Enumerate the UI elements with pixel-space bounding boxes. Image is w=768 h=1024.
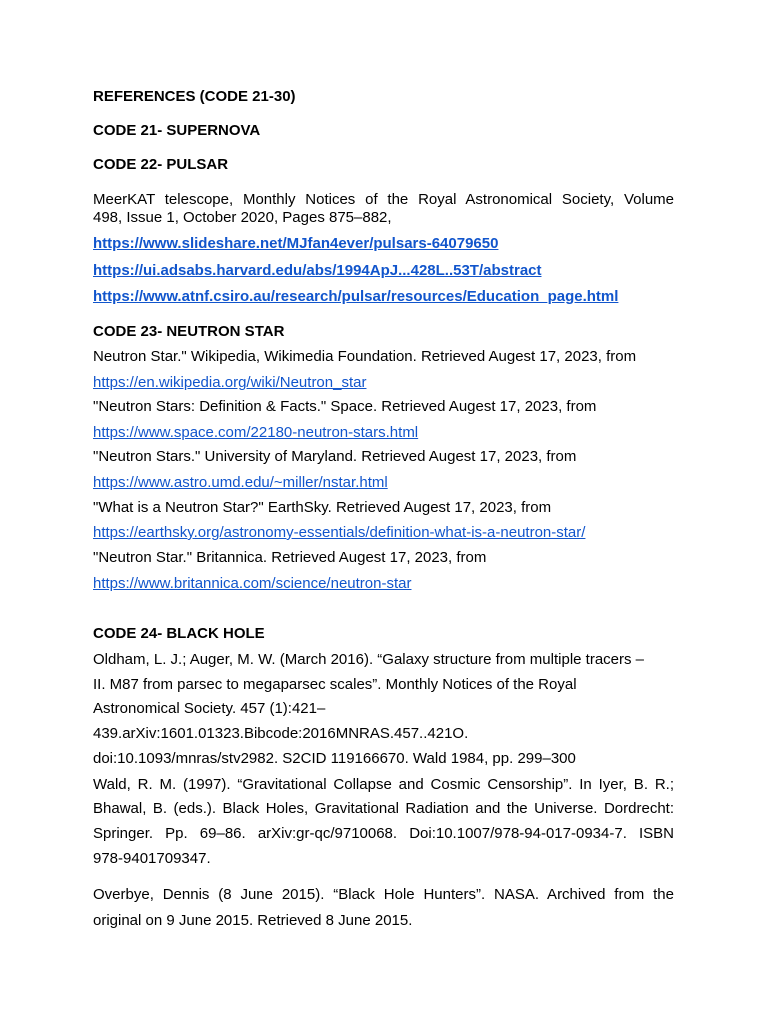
neutron-reference-link[interactable]: https://earthsky.org/astronomy-essentials/definition-what-is-a-neutron-star/ — [93, 524, 586, 541]
black-hole-reference-line: Wald, R. M. (1997). “Gravitational Collapse and Cosmic Censorship”. In Iyer, B. R.; — [93, 776, 674, 793]
black-hole-reference-line: original on 9 June 2015. Retrieved 8 June 2015. — [93, 912, 413, 929]
section-heading-pulsar: CODE 22- PULSAR — [93, 156, 229, 173]
black-hole-reference-line: Oldham, L. J.; Auger, M. W. (March 2016). “Galaxy structure from multiple tracers – — [93, 651, 645, 668]
page-title: REFERENCES (CODE 21-30) — [93, 88, 296, 105]
black-hole-reference-line: II. M87 from parsec to megaparsec scales”. Monthly Notices of the Royal — [93, 676, 577, 693]
section-heading-supernova: CODE 21- SUPERNOVA — [93, 122, 261, 139]
section-heading-black-hole: CODE 24- BLACK HOLE — [93, 625, 265, 642]
neutron-reference-text: "Neutron Stars: Definition & Facts." Space. Retrieved Augest 17, 2023, from — [93, 398, 597, 415]
pulsar-link[interactable]: https://www.atnf.csiro.au/research/pulsar/resources/Education_page.html — [93, 288, 619, 305]
neutron-reference-link[interactable]: https://www.space.com/22180-neutron-stars.html — [93, 424, 419, 441]
pulsar-link[interactable]: https://www.slideshare.net/MJfan4ever/pulsars-64079650 — [93, 235, 499, 252]
black-hole-reference-line: Springer. Pp. 69–86. arXiv:gr-qc/9710068. Doi:10.1007/978-94-017-0934-7. ISBN — [93, 825, 674, 842]
neutron-reference-link[interactable]: https://en.wikipedia.org/wiki/Neutron_star — [93, 374, 367, 391]
black-hole-reference-line: Astronomical Society. 457 (1):421– — [93, 700, 326, 717]
neutron-reference-text: Neutron Star." Wikipedia, Wikimedia Foundation. Retrieved Augest 17, 2023, from — [93, 348, 637, 365]
pulsar-link[interactable]: https://ui.adsabs.harvard.edu/abs/1994ApJ...428L..53T/abstract — [93, 262, 542, 279]
neutron-reference-text: "Neutron Stars." University of Maryland. Retrieved Augest 17, 2023, from — [93, 448, 577, 465]
black-hole-reference-line: 439.arXiv:1601.01323.Bibcode:2016MNRAS.457..421O. — [93, 725, 469, 742]
black-hole-reference-line: Overbye, Dennis (8 June 2015). “Black Hole Hunters”. NASA. Archived from the — [93, 886, 674, 903]
black-hole-reference-line: doi:10.1093/mnras/stv2982. S2CID 119166670. Wald 1984, pp. 299–300 — [93, 750, 576, 767]
neutron-reference-text: "What is a Neutron Star?" EarthSky. Retrieved Augest 17, 2023, from — [93, 499, 552, 516]
black-hole-reference-line: 978-9401709347. — [93, 850, 211, 867]
neutron-reference-link[interactable]: https://www.britannica.com/science/neutron-star — [93, 575, 412, 592]
neutron-reference-link[interactable]: https://www.astro.umd.edu/~miller/nstar.html — [93, 474, 388, 491]
neutron-reference-text: "Neutron Star." Britannica. Retrieved Augest 17, 2023, from — [93, 549, 487, 566]
pulsar-reference-line: 498, Issue 1, October 2020, Pages 875–882, — [93, 209, 392, 226]
section-heading-neutron-star: CODE 23- NEUTRON STAR — [93, 323, 285, 340]
pulsar-reference-line: MeerKAT telescope, Monthly Notices of the Royal Astronomical Society, Volume — [93, 191, 674, 208]
black-hole-reference-line: Bhawal, B. (eds.). Black Holes, Gravitational Radiation and the Universe. Dordrecht: — [93, 800, 674, 817]
